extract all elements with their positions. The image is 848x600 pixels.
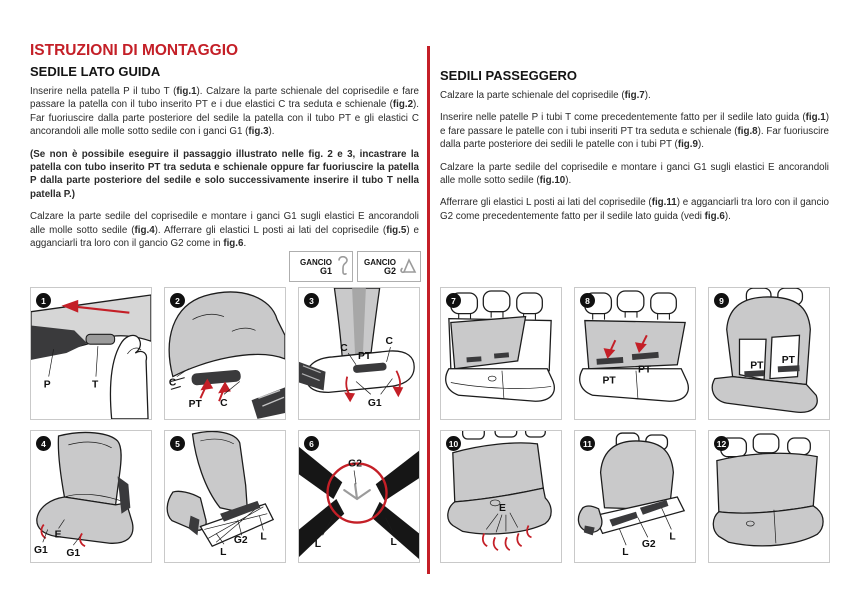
legend-g1-code: G1 <box>319 265 332 276</box>
figure-panel-2 <box>164 287 286 420</box>
text-segment: Calzare la parte schienale del coprisedile ( <box>440 90 625 101</box>
driver-seat-section <box>30 64 419 259</box>
figure-illustration-bench-backrest-cover <box>441 288 561 419</box>
text-segment: ). <box>697 139 704 151</box>
figure-label: C <box>385 336 394 348</box>
legend-g2-label: GANCIO <box>364 257 396 267</box>
figure-panel-1 <box>30 287 152 420</box>
fig-reference: fig.6 <box>223 238 244 250</box>
figure-illustration-bench-finished <box>709 431 829 562</box>
figure-label: L <box>260 531 267 543</box>
figure-illustration-bench-rear-straps <box>575 431 695 562</box>
g2-hook-icon <box>399 256 417 278</box>
figure-label: L <box>220 547 227 559</box>
figure-panel-7 <box>440 287 562 420</box>
figure-label: L <box>669 531 676 543</box>
legend-g1-label: GANCIO <box>300 257 332 267</box>
figure-label: G1 <box>367 398 382 410</box>
figure-label: G1 <box>66 548 81 560</box>
figure-label: E <box>499 502 506 514</box>
figure-illustration-pass-flap <box>165 288 285 419</box>
g1-hook-icon <box>335 256 349 278</box>
figure-number-badge: 8 <box>580 293 595 308</box>
figure-label: C <box>340 343 348 355</box>
section-heading-driver: SEDILE LATO GUIDA <box>30 64 161 79</box>
figure-label: G2 <box>641 539 656 551</box>
text-segment: ). Calzare la parte schienale del coprisedile e fare passare la patella con il tubo inserito PT e i due elastici C tra seduta e schienale ( <box>30 86 419 111</box>
paragraph <box>440 111 829 151</box>
text-segment: ). Afferrare gli elastici L posti ai lati del coprisedile ( <box>154 224 387 236</box>
fig-reference: fig.2 <box>392 99 414 111</box>
figure-illustration-rear-hooks <box>299 288 419 419</box>
figure-number-badge: 1 <box>36 293 51 308</box>
figure-label: E <box>54 529 62 541</box>
figure-label: PT <box>781 354 795 366</box>
figure-label: L <box>314 539 322 551</box>
figure-number-badge: 10 <box>446 436 461 451</box>
figure-panel-11 <box>574 430 696 563</box>
text-segment: ). Far fuoriuscire dalla parte posteriore del sedile la patella con il tubo PT e gli elastici C ancorandoli alle molle sotto sedile con i ganci G1 ( <box>30 99 419 138</box>
section-heading-passenger: SEDILI PASSEGGERO <box>440 68 578 83</box>
text-segment: Calzare la parte sedile del coprisedile e montare i ganci G1 sugli elastici E ancorandoli alle molle sotto sedile ( <box>30 211 419 236</box>
legend-g2-code: G2 <box>383 265 396 276</box>
fig-reference: fig.5 <box>386 224 407 236</box>
figure-panel-5 <box>164 430 286 563</box>
fig-reference: fig.10 <box>539 175 566 187</box>
text-segment: ) e agganciarli tra loro con il gancio G2 come precedentemente fatto per il sedile lato guida (vedi <box>440 197 829 222</box>
figure-number-badge: 3 <box>304 293 319 308</box>
paragraph <box>440 89 829 102</box>
figure-label: C <box>168 377 177 389</box>
figure-label: L <box>622 547 629 559</box>
figure-label: C <box>220 398 228 410</box>
passenger-seats-section <box>440 68 829 232</box>
figure-label: L <box>390 537 397 549</box>
text-segment: ). <box>565 175 572 187</box>
figure-label: PT <box>188 399 202 411</box>
fig-reference: fig.8 <box>737 125 758 137</box>
figure-panel-6 <box>298 430 420 563</box>
fig-reference: fig.1 <box>805 112 826 124</box>
figure-number-badge: 4 <box>36 436 51 451</box>
legend-hook-g1 <box>289 251 353 282</box>
text-segment: ). <box>268 126 275 138</box>
figure-illustration-g2-connection <box>299 431 419 562</box>
legend-g2-text <box>364 258 396 276</box>
figure-number-badge: 9 <box>714 293 729 308</box>
figure-label: P <box>43 379 51 391</box>
text-segment: Afferrare gli elastici L posti ai lati del coprisedile ( <box>440 197 652 209</box>
figure-illustration-side-elastics <box>165 431 285 562</box>
fig-reference: fig.7 <box>624 90 645 101</box>
text-segment: Calzare la parte sedile del coprisedile e montare i ganci G1 sugli elastici E ancorandoli alle molle sotto sedile ( <box>440 161 829 187</box>
figure-number-badge: 11 <box>580 436 595 451</box>
fig-reference: fig.1 <box>176 86 197 97</box>
figure-label: T <box>91 379 99 391</box>
paragraph <box>30 85 419 139</box>
figure-number-badge: 6 <box>304 436 319 451</box>
text-segment: ) e agganciarli tra loro con il gancio G2 come in <box>30 224 419 250</box>
figure-label: PT <box>358 350 372 362</box>
legend-g1-text <box>300 258 332 276</box>
fig-reference: fig.3 <box>248 126 269 138</box>
column-divider-rule <box>427 46 430 574</box>
figure-illustration-bench-flaps-pt <box>575 288 695 419</box>
fig-reference: fig.6 <box>704 210 725 222</box>
figure-label: G2 <box>233 535 248 547</box>
figure-illustration-bench-elastics-e <box>441 431 561 562</box>
figure-illustration-insert-tube <box>31 288 151 419</box>
figure-number-badge: 7 <box>446 293 461 308</box>
figure-panel-3 <box>298 287 420 420</box>
text-segment: . <box>243 238 247 250</box>
text-segment: ) e fare passare le patelle con i tubi inseriti PT tra seduta e schienale ( <box>440 112 829 137</box>
figure-number-badge: 2 <box>170 293 185 308</box>
figure-label: PT <box>602 375 616 387</box>
page-title: ISTRUZIONI DI MONTAGGIO <box>30 42 239 59</box>
text-segment: ). <box>644 90 651 101</box>
figure-illustration-bench-rear-pt <box>709 288 829 419</box>
paragraph <box>440 196 829 223</box>
figure-label: PT <box>750 360 764 372</box>
figure-number-badge: 12 <box>714 436 729 451</box>
figure-panel-12 <box>708 430 830 563</box>
paragraph <box>440 161 829 188</box>
fig-reference: fig.4 <box>134 224 155 236</box>
figure-label: PT <box>637 364 652 376</box>
figure-panel-9 <box>708 287 830 420</box>
fig-reference: (Se non è possibile eseguire il passaggio illustrato nelle fig. 2 e 3, incastrare la patella con tubo inserito PT tra seduta e schienale oppure far fuoriuscire la patella P dalla parte posteriore del sedile e solo successivamente inserire il tubo T nella patella P.) <box>30 148 419 200</box>
figure-illustration-seat-cover-hooks <box>31 431 151 562</box>
figure-panel-8 <box>574 287 696 420</box>
text-segment: Inserire nelle patelle P i tubi T come precedentemente fatto per il sedile lato guida ( <box>440 112 806 124</box>
fig-reference: fig.9 <box>677 139 698 151</box>
text-segment: ). <box>724 210 731 222</box>
figure-label: G1 <box>33 545 48 557</box>
figure-panel-10 <box>440 430 562 563</box>
text-segment: Inserire nella patella P il tubo T ( <box>30 86 177 97</box>
figure-number-badge: 5 <box>170 436 185 451</box>
paragraph-note <box>30 148 419 202</box>
figure-label: G2 <box>348 458 362 470</box>
fig-reference: fig.11 <box>651 197 677 209</box>
legend-hook-g2 <box>357 251 421 282</box>
text-segment: ). Far fuoriuscire dalla parte posteriore dei sedili le patelle con i tubi PT ( <box>440 125 829 151</box>
figure-panel-4 <box>30 430 152 563</box>
paragraph <box>30 210 419 250</box>
